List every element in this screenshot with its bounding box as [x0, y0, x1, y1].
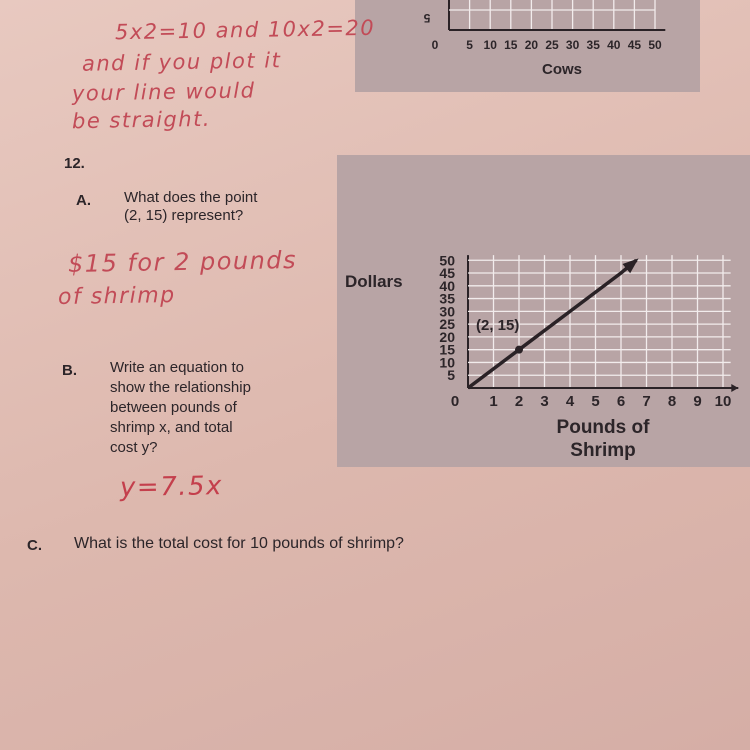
x-tick-label: 6: [616, 393, 626, 410]
shrimp-chart: [337, 155, 750, 467]
x-tick-label: 8: [667, 393, 677, 410]
y-tick-label: 25: [439, 316, 455, 333]
top-chart-x-tick: 45: [627, 38, 642, 52]
part-b-question-line: shrimp x, and total: [110, 419, 233, 436]
y-tick-label: 5: [447, 367, 455, 384]
x-tick-label: 3: [540, 393, 549, 410]
x-tick-label: 5: [591, 393, 600, 410]
x-tick-label: 9: [693, 393, 702, 410]
x-axis-label-line-1: Pounds of: [556, 417, 650, 438]
problem-number: 12.: [64, 155, 85, 172]
part-b-question-line: cost y?: [110, 439, 158, 456]
x-tick-label: 1: [489, 393, 498, 410]
top-chart-x-tick: 10: [483, 38, 497, 52]
part-b-letter: B.: [62, 362, 77, 379]
part-a-letter: A.: [76, 192, 91, 209]
top-chart-x-tick: 5: [466, 38, 473, 52]
data-point-2-15: [515, 346, 523, 354]
top-chart-x-tick: 25: [545, 38, 559, 52]
y-tick-label: 45: [439, 265, 455, 282]
y-tick-label: 35: [439, 290, 455, 307]
handwritten-line-1: 5x2=10 and 10x2=20: [114, 15, 376, 45]
top-chart-x-tick: 20: [524, 38, 539, 52]
handwritten-line-2: and if you plot it: [81, 48, 282, 76]
part-b-answer: y=7.5x: [119, 471, 224, 503]
shrimp-chart-panel: [337, 155, 750, 467]
part-b-question-line: between pounds of: [110, 399, 237, 416]
top-chart-grid: [449, 0, 665, 30]
part-a-answer-line-1: $15 for 2 pounds: [67, 246, 298, 278]
top-chart-x-tick: 15: [504, 38, 518, 52]
top-chart-x-tick: 50: [648, 38, 662, 52]
handwritten-line-4: be straight.: [71, 106, 212, 134]
part-b-question: [110, 358, 251, 458]
x-tick-label: 0: [450, 393, 460, 410]
x-axis-arrow: [731, 384, 738, 392]
y-tick-label: 30: [439, 303, 455, 320]
part-c-question: What is the total cost for 10 pounds of shrimp?: [74, 535, 404, 552]
part-c-letter: C.: [27, 537, 42, 554]
top-chart-x-tick: 35: [586, 38, 600, 52]
top-chart-xlabel: Cows: [541, 61, 583, 78]
x-axis-label-line-2: Shrimp: [570, 440, 636, 461]
top-chart-x-tick: 0: [431, 38, 439, 52]
y-tick-label: 15: [439, 341, 455, 358]
part-b-question-line: show the relationship: [110, 379, 251, 396]
part-b-question-line: Write an equation to: [110, 359, 244, 376]
x-tick-label: 7: [642, 393, 651, 410]
y-axis-label: Dollars: [345, 272, 403, 291]
y-tick-label: 40: [439, 277, 455, 294]
x-tick-label: 10: [714, 393, 732, 410]
part-a-answer-line-2: of shrimp: [57, 282, 176, 311]
handwritten-line-3: your line would: [71, 78, 256, 106]
part-a-question-line-2: (2, 15) represent?: [124, 207, 244, 224]
y-tick-label: 50: [439, 252, 455, 269]
y-tick-label: 10: [439, 354, 455, 371]
top-chart-panel: [355, 0, 700, 92]
top-chart-x-tick: 40: [607, 38, 621, 52]
point-annotation: (2, 15): [476, 317, 520, 335]
x-tick-label: 2: [514, 393, 524, 410]
x-tick-label: 4: [565, 393, 575, 410]
top-chart-y-tick: 5: [423, 11, 431, 25]
part-a-question-line-1: What does the point: [124, 189, 258, 206]
top-chart-x-tick: 30: [565, 38, 580, 52]
y-tick-label: 20: [439, 328, 455, 345]
top-chart-svg: [355, 0, 700, 92]
